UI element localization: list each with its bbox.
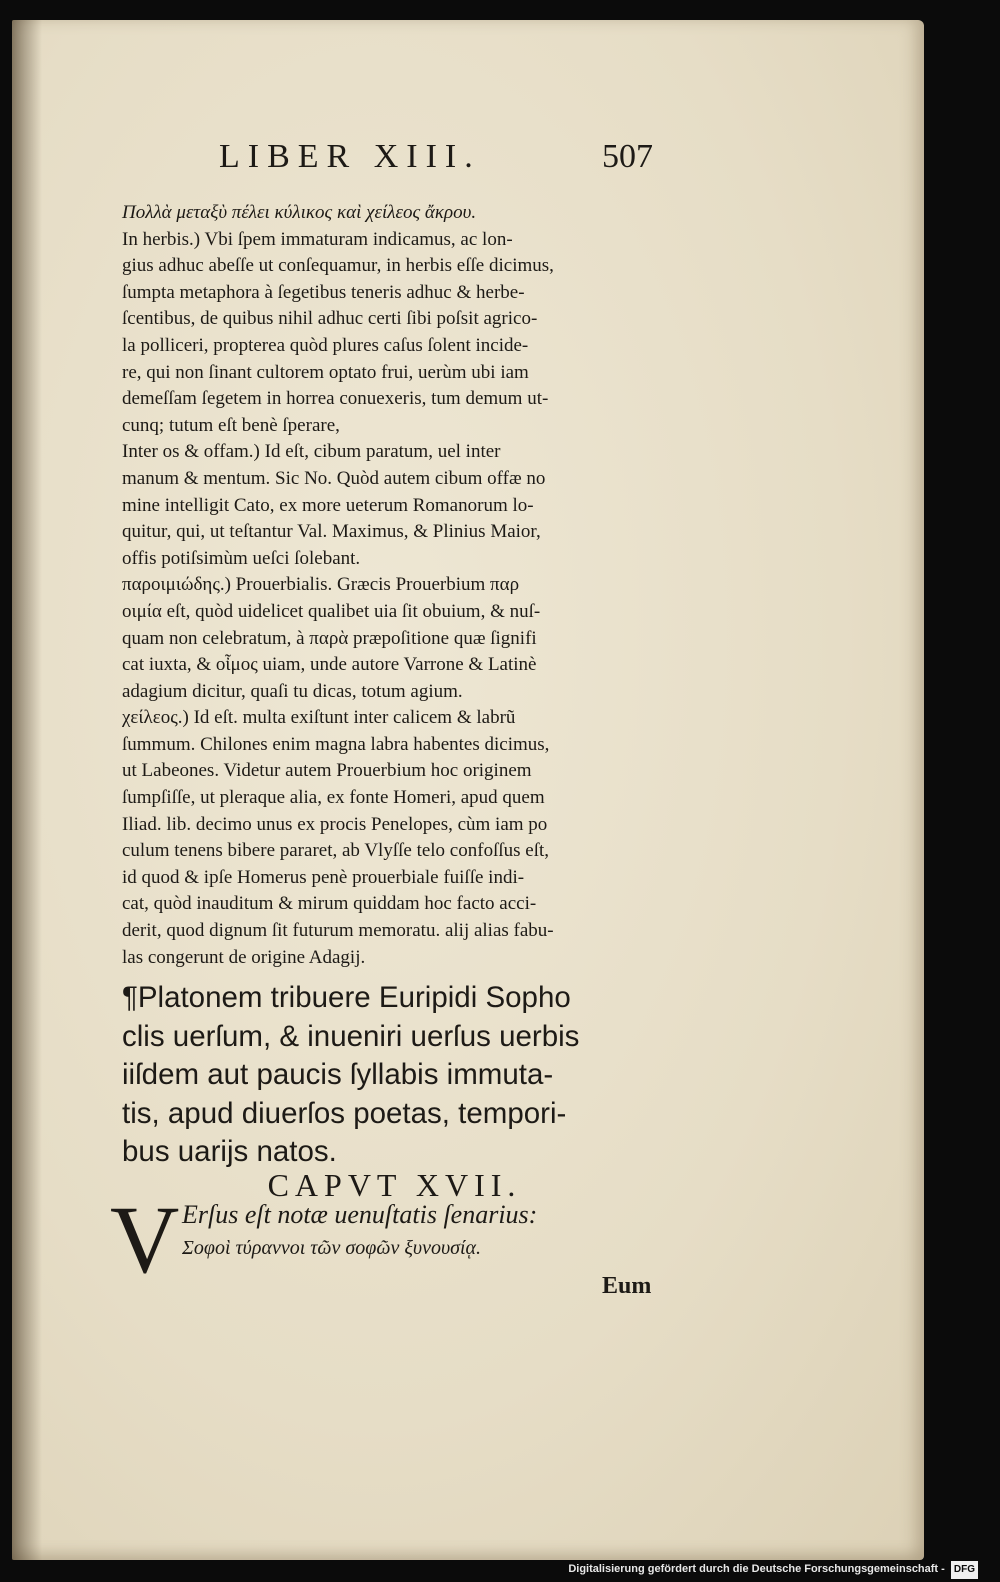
- text-line: adagium dicitur, quaſi tu dicas, totum agium.: [122, 680, 463, 702]
- text-line: ut Labeones. Videtur autem Prouerbium hoc originem: [122, 760, 532, 782]
- heading-line: ¶Platonem tribuere Euripidi Sopho: [122, 981, 571, 1015]
- text-line: χείλεος.) Id eſt. multa exiſtunt inter calicem & labrũ: [122, 707, 516, 729]
- greek-verse-line: Σοφοὶ τύραννοι τῶν σοφῶν ξυνουσίᾳ.: [182, 1237, 482, 1260]
- text-line: οιμία eſt, quòd uidelicet qualibet uia ſit obuium, & nuſ-: [122, 600, 541, 622]
- text-line: gius adhuc abeſſe ut conſequamur, in herbis eſſe dicimus,: [122, 255, 554, 277]
- text-line: παροιμιώδης.) Prouerbialis. Græcis Prouerbium παρ: [122, 574, 520, 596]
- text-block: [110, 200, 667, 1294]
- text-line: cunq; tutum eſt benè ſperare,: [122, 414, 340, 436]
- text-line: quitur, qui, ut teſtantur Val. Maximus, & Plinius Maior,: [122, 521, 541, 543]
- page-header: [12, 138, 924, 198]
- page-spine-shadow: [12, 20, 42, 1560]
- text-line: derit, quod dignum ſit futurum memoratu. alij alias fabu-: [122, 920, 554, 942]
- text-line: ſumpta metaphora à ſegetibus teneris adhuc & herbe-: [122, 281, 525, 303]
- text-line: Iliad. lib. decimo unus ex procis Penelopes, cùm iam po: [122, 813, 548, 835]
- text-line: ſummum. Chilones enim magna labra habentes dicimus,: [122, 733, 550, 755]
- text-line: cat iuxta, & οἶμος uiam, unde autore Varrone & Latinè: [122, 654, 537, 676]
- text-line: ſumpſiſſe, ut pleraque alia, ex fonte Homeri, apud quem: [122, 787, 545, 809]
- running-title: LIBER XIII.: [219, 138, 481, 175]
- text-line: demeſſam ſegetem in horrea conuexeris, tum demum ut-: [122, 388, 549, 410]
- text-line: manum & mentum. Sic No. Quòd autem cibum offæ no: [122, 467, 546, 489]
- chapter-opening: [110, 1186, 667, 1294]
- text-line: In herbis.) Vbi ſpem immaturam indicamus, ac lon-: [122, 228, 513, 250]
- catchword: Eum: [602, 1273, 652, 1299]
- chapter-title: CAPVT XVII.: [267, 1166, 522, 1203]
- section-heading: [122, 979, 667, 1172]
- dfg-logo-icon: DFG: [951, 1561, 978, 1579]
- text-line: ſcentibus, de quibus nihil adhuc certi ſibi poſsit agrico-: [122, 308, 538, 330]
- text-line: mine intelligit Cato, ex more ueterum Romanorum lo-: [122, 494, 534, 516]
- verse-intro-line: Erſus eſt notæ uenuſtatis ſenarius:: [182, 1200, 538, 1230]
- text-line: re, qui non ſinant cultorem optato frui, uerùm ubi iam: [122, 361, 529, 383]
- footer-credit: Digitalisierung gefördert durch die Deutsche Forschungsgemeinschaft -: [568, 1563, 945, 1575]
- text-line: la polliceri, propterea quòd plures caſus ſolent incide-: [122, 334, 529, 356]
- digitization-footer: [568, 1560, 978, 1578]
- heading-line: clis uerſum, & inueniri uerſus uerbis: [122, 1019, 580, 1053]
- text-line: culum tenens bibere pararet, ab Vlyſſe telo confoſſus eſt,: [122, 840, 550, 862]
- book-page: [12, 20, 924, 1560]
- text-line: Πολλὰ μεταξὺ πέλει κύλικος καὶ χείλεος ἄκρου.: [122, 202, 477, 223]
- text-line: offis potiſsimùm ueſci ſolebant.: [122, 547, 361, 569]
- drop-cap: V: [110, 1186, 180, 1294]
- text-line: cat, quòd inauditum & mirum quiddam hoc facto acci-: [122, 893, 537, 915]
- heading-line: tis, apud diuerſos poetas, tempori-: [122, 1096, 567, 1130]
- text-line: Inter os & offam.) Id eſt, cibum paratum, uel inter: [122, 441, 501, 463]
- page-number: 507: [602, 138, 653, 175]
- heading-line: iiſdem aut paucis ſyllabis immuta-: [122, 1058, 554, 1092]
- text-line: quam non celebratum, à παρὰ præpoſitione quæ ſignifi: [122, 627, 537, 649]
- heading-line: bus uarijs natos.: [122, 1135, 337, 1169]
- text-line: id quod & ipſe Homerus penè prouerbiale fuiſſe indi-: [122, 866, 525, 888]
- text-line: las congerunt de origine Adagij.: [122, 946, 366, 968]
